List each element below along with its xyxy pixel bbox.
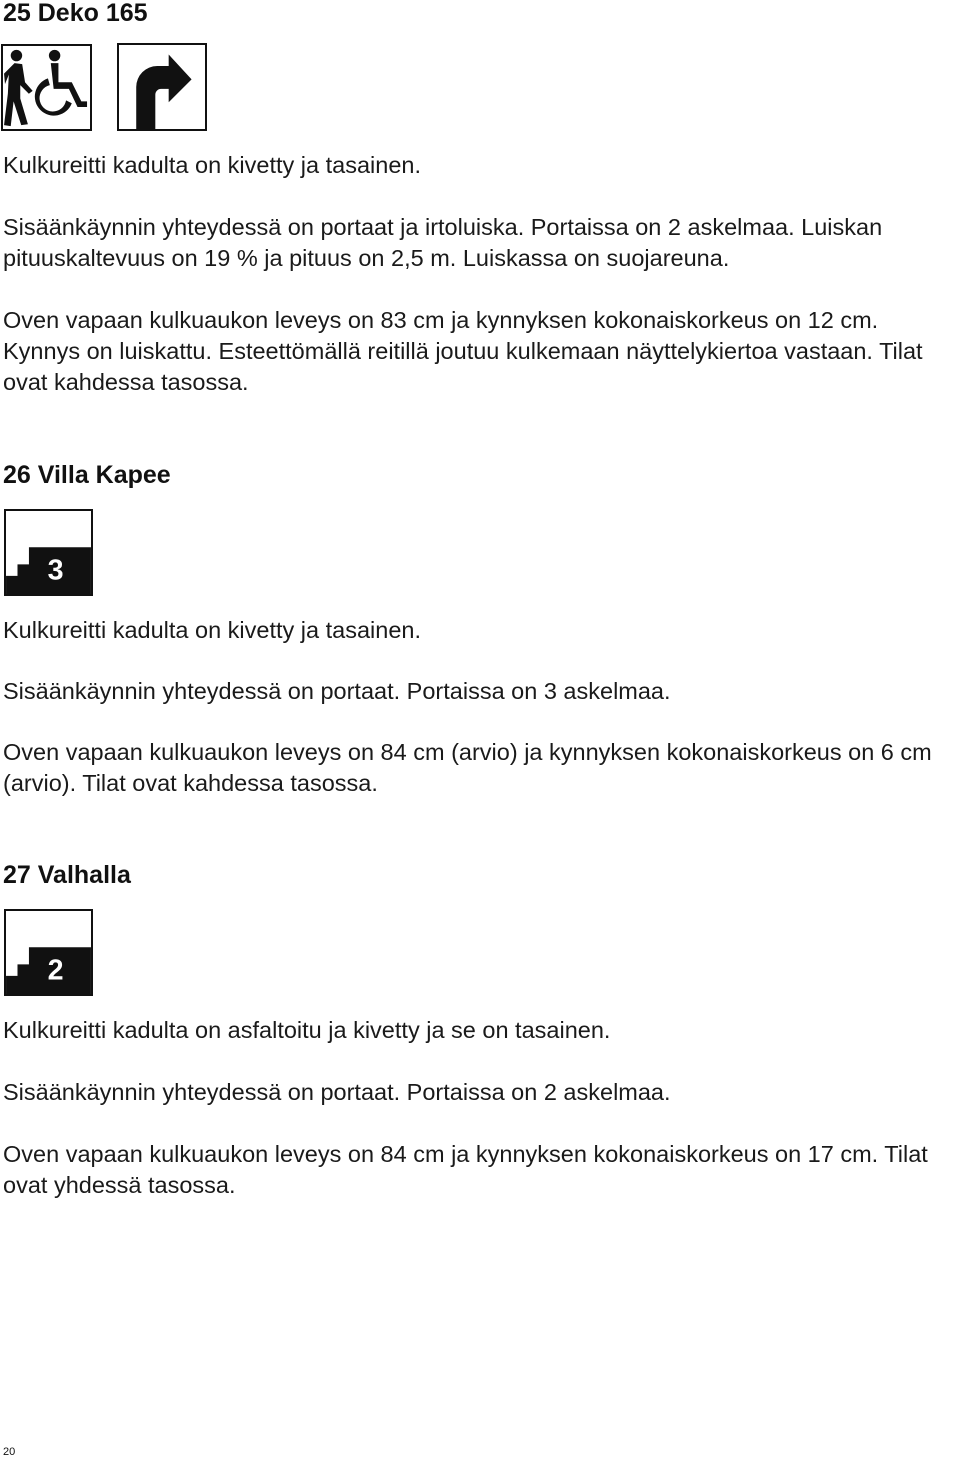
turn-right-arrow-icon [117,43,207,131]
paragraph: Oven vapaan kulkuaukon leveys on 84 cm ja kynnyksen kokonaiskorkeus on 17 cm. Tilat ovat yhdessä tasossa. [3,1141,928,1198]
stairs-count-label: 2 [47,954,64,987]
paragraph: Kulkureitti kadulta on kivetty ja tasainen. [3,152,422,178]
paragraph: Oven vapaan kulkuaukon leveys on 84 cm (arvio) ja kynnyksen kokonaiskorkeus on 6 cm (arvio). Tilat ovat kahdessa tasossa. [3,739,932,796]
paragraph: Sisäänkäynnin yhteydessä on portaat ja irtoluiska. Portaissa on 2 askelmaa. Luiskan pituuskaltevuus on 19 % ja pituus on 2,5 m. Luiskassa on suojareuna. [3,214,883,271]
paragraph: Sisäänkäynnin yhteydessä on portaat. Portaissa on 2 askelmaa. [3,1079,671,1105]
paragraph: Kulkureitti kadulta on asfaltoitu ja kivetty ja se on tasainen. [3,1017,611,1043]
stairs-count-label: 3 [47,554,64,587]
paragraph: Oven vapaan kulkuaukon leveys on 83 cm ja kynnyksen kokonaiskorkeus on 12 cm. Kynnys on luiskattu. Esteettömällä reitillä joutuu kulkemaan näyttelykiertoa vastaan. Tilat ovat kahdessa tasossa. [3,307,923,395]
walking-person-wheelchair-icon [1,44,92,131]
paragraph: Sisäänkäynnin yhteydessä on portaat. Portaissa on 3 askelmaa. [3,678,671,704]
stairs-icon [4,909,93,996]
stairs-icon [4,509,93,596]
section-heading-26: 26 Villa Kapee [3,461,171,489]
section-heading-25: 25 Deko 165 [3,0,148,27]
page-number: 20 [3,1446,16,1458]
section-heading-27: 27 Valhalla [3,861,131,889]
paragraph: Kulkureitti kadulta on kivetty ja tasainen. [3,617,422,643]
